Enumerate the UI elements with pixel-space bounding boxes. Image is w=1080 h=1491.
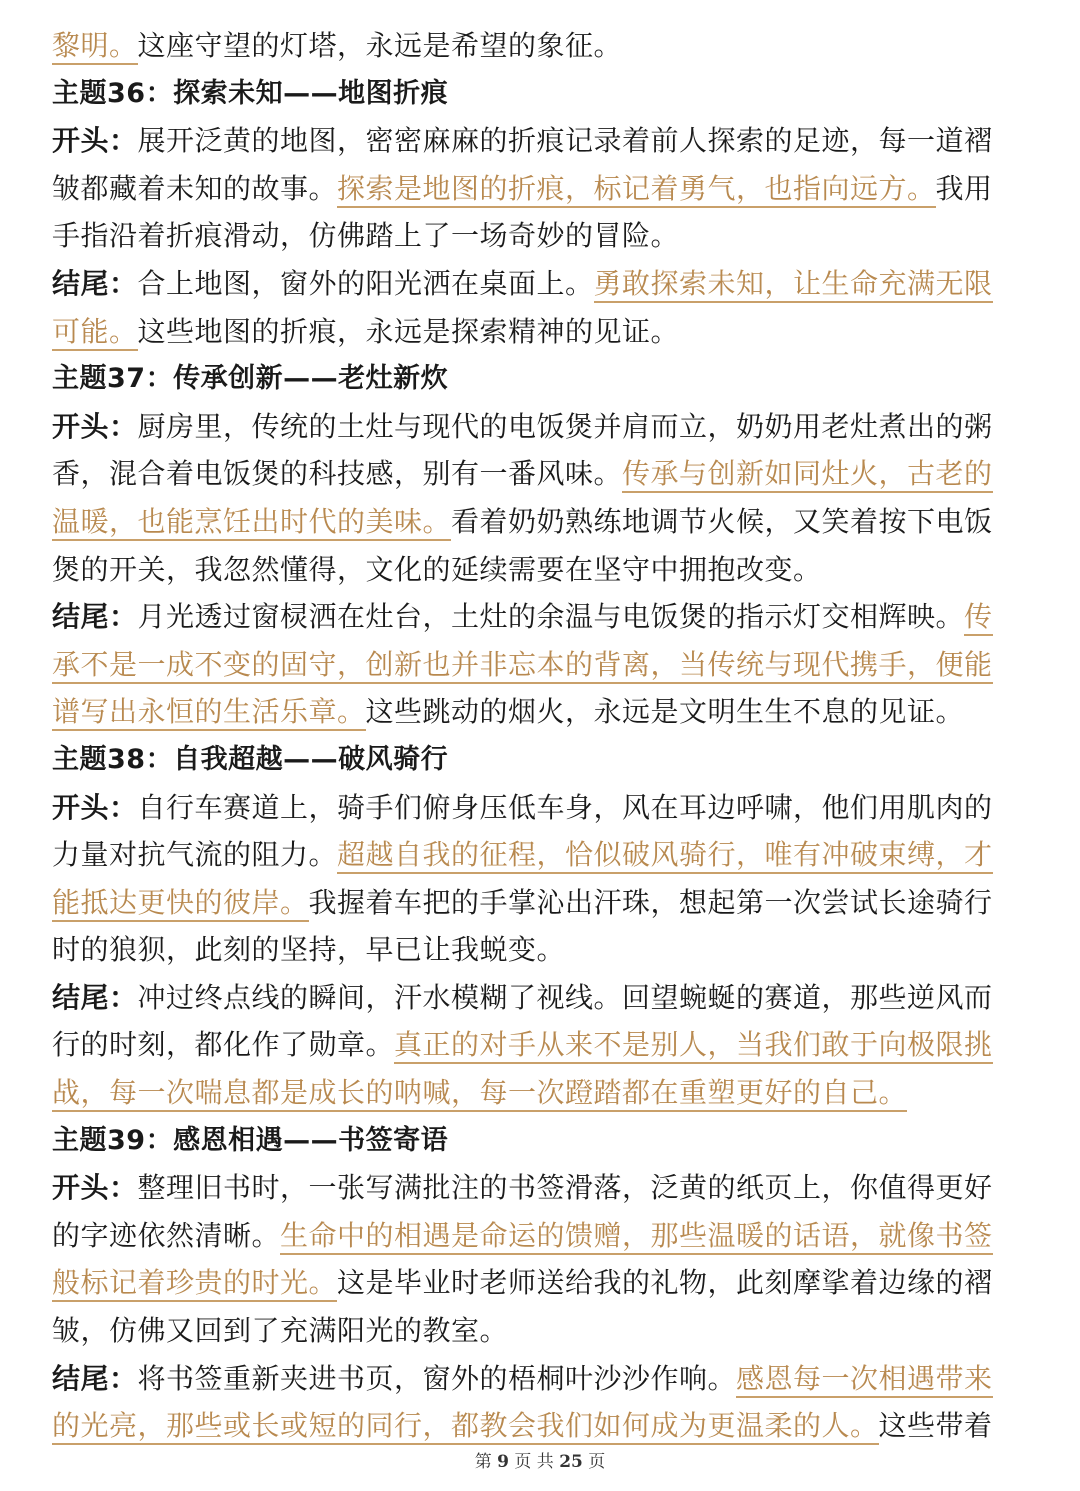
body-text: 煲的开关，我忽然懂得，文化的延续需要在坚守中拥抱改变。: [52, 552, 822, 586]
text-line: [52, 1402, 1030, 1450]
text-line: [52, 926, 1030, 974]
body-text: 月光透过窗棂洒在灶台，土灶的余温与电饭煲的指示灯交相辉映。: [137, 600, 965, 634]
body-text: 时的狼狈，此刻的坚持，早已让我蜕变。: [52, 933, 566, 967]
paragraph-label: 结尾：: [52, 600, 138, 634]
highlighted-sentence: 真正的对手从来不是别人，当我们敢于向极限挑: [394, 1028, 993, 1064]
text-line: [52, 593, 1030, 641]
highlighted-sentence: 温暖，也能烹饪出时代的美味。: [52, 505, 451, 541]
highlighted-sentence: 传承与创新如同灶火，古老的: [622, 457, 993, 493]
text-line: [52, 308, 1030, 356]
body-text: 力量对抗气流的阻力。: [52, 838, 338, 872]
page-footer: [0, 1447, 1080, 1472]
highlighted-sentence: 般标记着珍贵的时光。: [52, 1266, 337, 1302]
body-text: 这些跳动的烟火，永远是文明生生不息的见证。: [365, 695, 965, 729]
text-line: [52, 546, 1030, 594]
section-heading: [52, 1117, 1030, 1165]
paragraph-label: 结尾：: [52, 1361, 138, 1395]
text-line: [52, 1212, 1030, 1260]
paragraph-label: 开头：: [52, 1171, 138, 1205]
body-text: 行的时刻，都化作了勋章。: [52, 1028, 395, 1062]
highlighted-sentence: 生命中的相遇是命运的馈赠，那些温暖的话语，就像书签: [280, 1219, 993, 1255]
section-heading: [52, 355, 1030, 403]
body-text: 的字迹依然清晰。: [52, 1218, 281, 1252]
highlighted-sentence: 传: [964, 600, 993, 636]
text-line: [52, 450, 1030, 498]
text-line: [52, 1021, 1030, 1069]
section-title-text: 主题36：探索未知——地图折痕: [52, 77, 449, 109]
text-line: [52, 403, 1030, 451]
body-text: 我用: [935, 171, 993, 205]
text-line: [52, 260, 1030, 308]
section-title-text: 主题39：感恩相遇——书签寄语: [52, 1124, 449, 1156]
text-line: [52, 688, 1030, 736]
body-text: 香，混合着电饭煲的科技感，别有一番风味。: [52, 457, 623, 491]
body-text: 自行车赛道上，骑手们俯身压低车身，风在耳边呼啸，他们用肌肉的: [137, 790, 993, 824]
body-text: 这些地图的折痕，永远是探索精神的见证。: [137, 314, 680, 348]
document-body: [52, 22, 1030, 1450]
body-text: 皱，仿佛又回到了充满阳光的教室。: [52, 1314, 509, 1348]
footer-prefix: 第: [474, 1452, 498, 1472]
body-text: 冲过终点线的瞬间，汗水模糊了视线。回望蜿蜒的赛道，那些逆风而: [137, 980, 993, 1014]
current-page-number: 9: [497, 1452, 509, 1472]
paragraph-label: 结尾：: [52, 266, 138, 300]
body-text: 皱都藏着未知的故事。: [52, 171, 338, 205]
body-text: 我握着车把的手掌沁出汗珠，想起第一次尝试长途骑行: [308, 885, 993, 919]
body-text: 整理旧书时，一张写满批注的书签滑落，泛黄的纸页上，你值得更好: [137, 1171, 993, 1205]
highlighted-sentence: 黎明。: [52, 29, 138, 65]
body-text: 这座守望的灯塔，永远是希望的象征。: [137, 29, 623, 62]
text-line: [52, 1355, 1030, 1403]
text-line: [52, 879, 1030, 927]
highlighted-sentence: 超越自我的征程，恰似破风骑行，唯有冲破束缚，才: [337, 838, 993, 874]
highlighted-sentence: 的光亮，那些或长或短的同行，都教会我们如何成为更温柔的人。: [52, 1409, 879, 1445]
footer-suffix: 页: [582, 1452, 606, 1472]
section-heading: [52, 70, 1030, 118]
highlighted-sentence: 感恩每一次相遇带来: [736, 1362, 993, 1398]
text-line: [52, 212, 1030, 260]
text-line: [52, 165, 1030, 213]
text-line: [52, 117, 1030, 165]
paragraph-label: 开头：: [52, 124, 138, 158]
paragraph-label: 开头：: [52, 790, 138, 824]
highlighted-sentence: 勇敢探索未知，让生命充满无限: [594, 267, 993, 303]
section-title-text: 主题37：传承创新——老灶新炊: [52, 363, 449, 395]
body-text: 展开泛黄的地图，密密麻麻的折痕记录着前人探索的足迹，每一道褶: [137, 124, 993, 158]
text-line: [52, 1307, 1030, 1355]
body-text: 合上地图，窗外的阳光洒在桌面上。: [137, 266, 594, 300]
highlighted-sentence: 能抵达更快的彼岸。: [52, 886, 309, 922]
body-text: 厨房里，传统的土灶与现代的电饭煲并肩而立，奶奶用老灶煮出的粥: [137, 409, 993, 443]
text-line: [52, 831, 1030, 879]
section-heading: [52, 736, 1030, 784]
body-text: 这些带着: [878, 1409, 993, 1443]
body-text: 这是毕业时老师送给我的礼物，此刻摩挲着边缘的褶: [337, 1266, 993, 1300]
text-line: [52, 1069, 1030, 1117]
highlighted-sentence: 承不是一成不变的固守，创新也并非忘本的背离，当传统与现代携手，便能: [52, 648, 993, 684]
paragraph-label: 开头：: [52, 409, 138, 443]
body-text: 将书签重新夹进书页，窗外的梧桐叶沙沙作响。: [137, 1361, 737, 1395]
text-line: [52, 641, 1030, 689]
highlighted-sentence: 谱写出永恒的生活乐章。: [52, 695, 366, 731]
highlighted-sentence: 可能。: [52, 315, 138, 351]
text-line: [52, 974, 1030, 1022]
text-line: [52, 1164, 1030, 1212]
text-line: [52, 498, 1030, 546]
total-pages-number: 25: [559, 1452, 583, 1472]
text-line: [52, 1259, 1030, 1307]
text-line: [52, 22, 1030, 70]
text-line: [52, 784, 1030, 832]
highlighted-sentence: 战，每一次喘息都是成长的呐喊，每一次蹬踏都在重塑更好的自己。: [52, 1076, 907, 1112]
section-title-text: 主题38：自我超越——破风骑行: [52, 743, 449, 775]
paragraph-label: 结尾：: [52, 980, 138, 1014]
highlighted-sentence: 探索是地图的折痕，标记着勇气，也指向远方。: [337, 172, 936, 208]
footer-middle: 页 共: [508, 1452, 560, 1472]
body-text: 看着奶奶熟练地调节火候，又笑着按下电饭: [451, 504, 993, 538]
body-text: 手指沿着折痕滑动，仿佛踏上了一场奇妙的冒险。: [52, 219, 680, 253]
